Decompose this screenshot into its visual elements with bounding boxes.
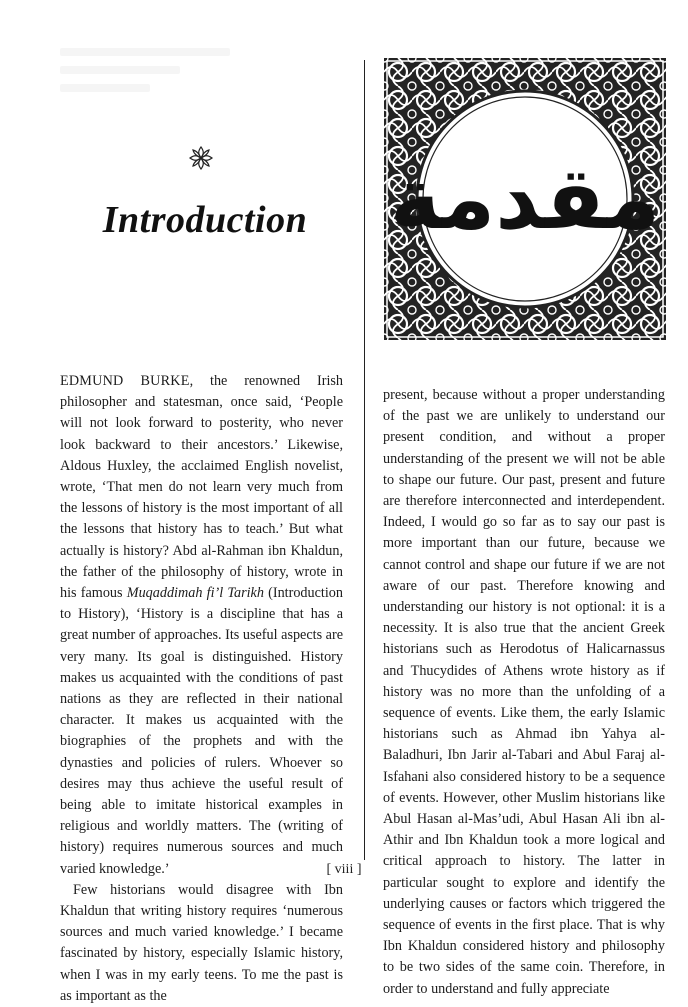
page-number: [ viii ] (326, 862, 362, 877)
paragraph (60, 371, 343, 880)
chapter-title: Introduction (102, 199, 308, 241)
floral-ornament-icon (188, 145, 214, 171)
text-column-right (383, 385, 665, 1000)
paragraph: present, because without a proper understanding of the past we are unlikely to understand our present condition, and without a proper understanding of the present we will not be able to shape our future. Our past, present and future are therefore interconnected and interdependent. Indeed, I would go so far as to say our past is more important than our future, because we cannot control and shape our future if we are not aware of our past. Therefore knowing and understanding our history is not optional: it is a necessity. It is also true that the ancient Greek historians such as Herodotus of Halicarnassus and Thucydides of Athens wrote history as if history was no more than the unfolding of a sequence of events. Like them, the early Islamic historians such as Ahmad ibn Yahya al-Baladhuri, Ibn Jarir al-Tabari and Abul Faraj al-Isfahani also considered history to be a sequence of events. However, other Muslim historians like Abul Hasan al-Mas’udi, Abul Hasan Ali ibn al-Athir and Ibn Khaldun took a more logical and critical approach to history. The latter in particular sought to explore and identify the underlying causes or factors which triggered the sequence of events in the first place. That is why Ibn Khaldun considered history and philosophy to be two sides of the same coin. Therefore, in order to understand and fully appreciate (383, 387, 665, 997)
book-title: Muqaddimah fi’l Tarikh (126, 585, 264, 602)
paragraph-text: (Introduction to History), ‘History is a discipline that has a great number of approaches. Its useful aspects are very many. Its goal is distinguished. History makes us acquainted with the conditions of past nations as they are reflected in their national character. It makes us acquainted with the biographies of the prophets and with the dynasties and policies of rulers. Whoever so desires may thus achieve the useful result of being able to imitate historical examples in religious and worldly matters. The (writing of history) requires numerous sources and much varied knowledge.’ (60, 585, 343, 877)
text-column-left (60, 371, 343, 1007)
paragraph: Few historians would disagree with Ibn Khaldun that writing history requires ‘numerous sources and much varied knowledge.’ I became fascinated by history, especially Islamic history, when I was in my early teens. To me the past is as important as the (60, 881, 343, 1004)
lead-name: EDMUND BURKE (60, 373, 190, 389)
calligraphy-text: مقدمة (389, 149, 661, 249)
column-divider (364, 60, 365, 860)
paragraph-text: , the renowned Irish philosopher and statesman, once said, ‘People will not look forward to posterity, who never look backward to their ancestors.’ Likewise, Aldous Huxley, the acclaimed English novelist, wrote, ‘That men do not learn very much from the lessons of history is the most important of all the lessons that history has to teach.’ But what actually is history? Abd al-Rahman ibn Khaldun, the father of the philosophy of history, wrote in his famous (60, 373, 344, 602)
faded-background-text (60, 48, 240, 108)
arabic-calligraphy-medallion (384, 58, 666, 340)
